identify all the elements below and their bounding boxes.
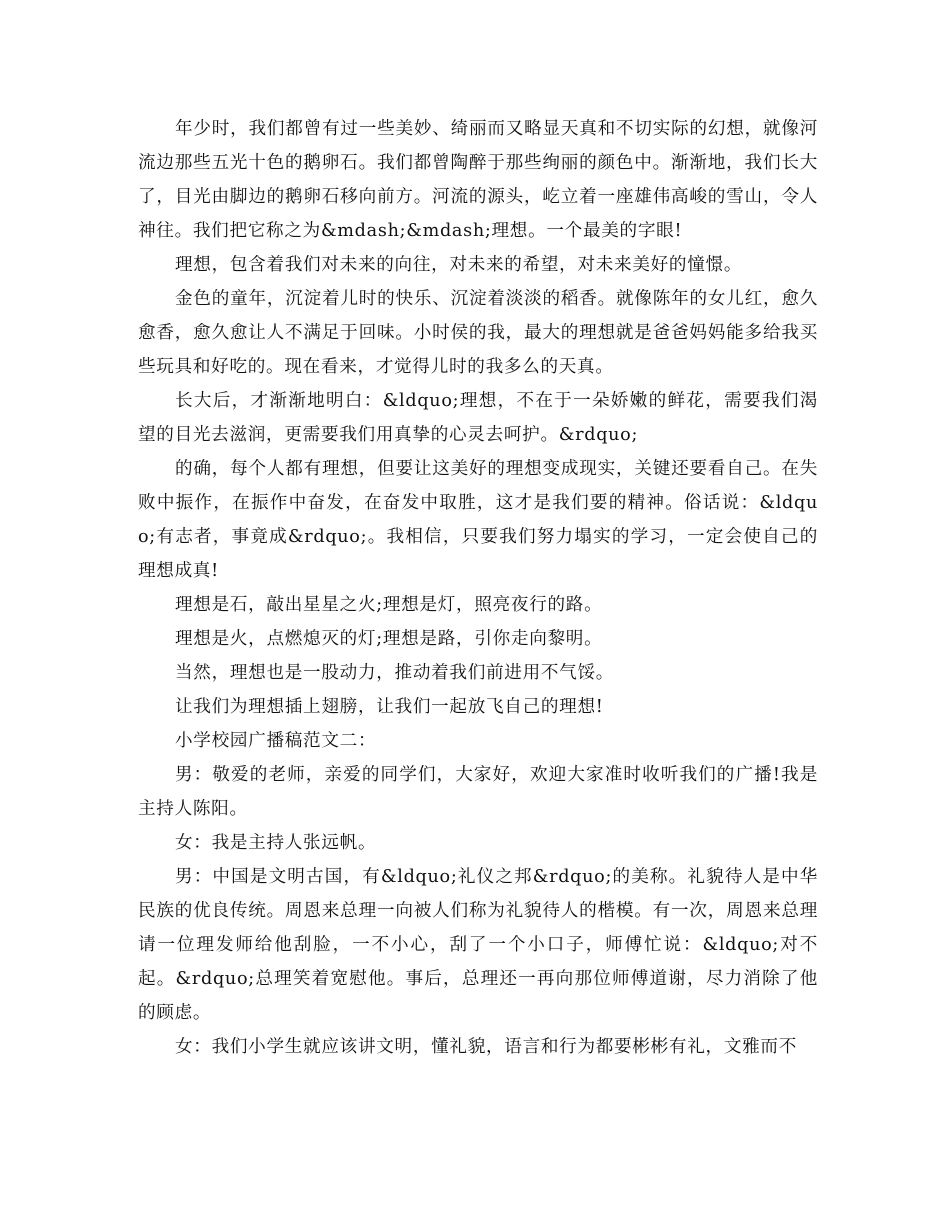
paragraph-student-manners: 女：我们小学生就应该讲文明，懂礼貌，语言和行为都要彬彬有礼，文雅而不 (175, 1037, 797, 1057)
paragraph-effort: 的确，每个人都有理想，但要让这美好的理想变成现实，关键还要看自己。在失败中振作，在振作中奋发，在奋发中取胜，这才是我们要的精神。俗话说：&ldquo;有志者，事竟成&rdquo;。我相信，只要我们努力塌实的学习，一定会使自己的理想成真! (138, 459, 818, 581)
paragraph-ideal-motivation: 当然，理想也是一股动力，推动着我们前进用不气馁。 (175, 663, 615, 683)
paragraph-ideal-intro: 年少时，我们都曾有过一些美妙、绮丽而又略显天真和不切实际的幻想，就像河流边那些五光十色的鹅卵石。我们都曾陶醉于那些绚丽的颜色中。渐渐地，我们长大了，目光由脚边的鹅卵石移向前方。河流的源头，屹立着一座雄伟高峻的雪山，令人神往。我们把它称之为&mdash;&mdash;理想。一个最美的字眼! (138, 119, 818, 241)
paragraph-ideal-wings: 让我们为理想插上翅膀，让我们一起放飞自己的理想! (175, 697, 604, 717)
paragraph-ideal-definition: 理想，包含着我们对未来的向往，对未来的希望，对未来美好的憧憬。 (175, 255, 743, 275)
paragraph-growing-up: 长大后，才渐渐地明白：&ldquo;理想，不在于一朵娇嫩的鲜花，需要我们渴望的目光去滋润，更需要我们用真挚的心灵去呵护。&rdquo; (138, 391, 818, 445)
paragraph-ideal-stone: 理想是石，敲出星星之火;理想是灯，照亮夜行的路。 (175, 595, 603, 615)
document-body (138, 112, 818, 1064)
paragraph-ideal-fire: 理想是火，点燃熄灭的灯;理想是路，引你走向黎明。 (175, 629, 603, 649)
paragraph-childhood: 金色的童年，沉淀着儿时的快乐、沉淀着淡淡的稻香。就像陈年的女儿红，愈久愈香，愈久愈让人不满足于回味。小时侯的我，最大的理想就是爸爸妈妈能多给我买些玩具和好吃的。现在看来，才觉得儿时的我多么的天真。 (138, 289, 818, 377)
paragraph-male-host-greeting: 男：敬爱的老师，亲爱的同学们，大家好，欢迎大家准时收听我们的广播!我是主持人陈阳。 (138, 765, 818, 819)
paragraph-female-host-intro: 女：我是主持人张远帆。 (175, 833, 377, 853)
paragraph-courtesy-story: 男：中国是文明古国，有&ldquo;礼仪之邦&rdquo;的美称。礼貌待人是中华民族的优良传统。周恩来总理一向被人们称为礼貌待人的楷模。有一次，周恩来总理请一位理发师给他刮脸，一不小心，刮了一个小口子，师傅忙说：&ldquo;对不起。&rdquo;总理笑着宽慰他。事后，总理还一再向那位师傅道谢，尽力消除了他的顾虑。 (138, 867, 818, 1023)
section-heading: 小学校园广播稿范文二： (175, 731, 377, 751)
